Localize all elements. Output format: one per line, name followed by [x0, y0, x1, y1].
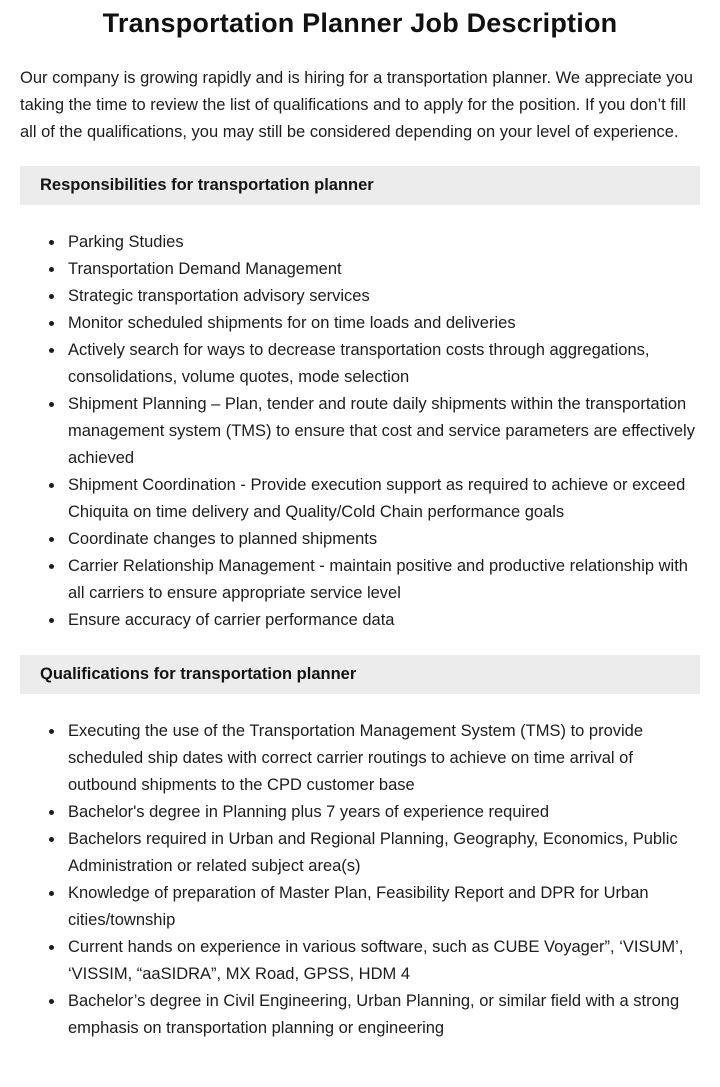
list-item: • Parking Studies	[65, 229, 700, 256]
list-item: • Monitor scheduled shipments for on time loads and deliveries	[65, 310, 700, 337]
list-item: • Coordinate changes to planned shipments	[65, 526, 700, 553]
section-responsibilities	[20, 166, 700, 634]
list-item: • Executing the use of the Transportation Management System (TMS) to provide scheduled ship dates with correct carrier routings to achieve on time arrival of outbound shipments to the CPD customer base	[65, 718, 700, 799]
list-item: • Knowledge of preparation of Master Plan, Feasibility Report and DPR for Urban cities/township	[65, 880, 700, 934]
list-item: • Current hands on experience in various software, such as CUBE Voyager”, ‘VISUM’, ‘VISSIM, “aaSIDRA”, MX Road, GPSS, HDM 4	[65, 934, 700, 988]
section-qualifications	[20, 655, 700, 1042]
list-item: • Actively search for ways to decrease transportation costs through aggregations, consolidations, volume quotes, mode selection	[65, 337, 700, 391]
responsibilities-list	[20, 229, 700, 634]
qualifications-heading: Qualifications for transportation planner	[20, 655, 700, 694]
responsibilities-heading: Responsibilities for transportation planner	[20, 166, 700, 205]
list-item: • Shipment Coordination - Provide execution support as required to achieve or exceed Chiquita on time delivery and Quality/Cold Chain performance goals	[65, 472, 700, 526]
list-item: • Bachelor's degree in Planning plus 7 years of experience required	[65, 799, 700, 826]
list-item: • Ensure accuracy of carrier performance data	[65, 607, 700, 634]
intro-paragraph: Our company is growing rapidly and is hiring for a transportation planner. We appreciate you taking the time to review the list of qualifications and to apply for the position. If you don’t fill all of the qualifications, you may still be considered depending on your level of experience.	[20, 69, 693, 141]
list-item: • Carrier Relationship Management - maintain positive and productive relationship with all carriers to ensure appropriate service level	[65, 553, 700, 607]
qualifications-list	[20, 718, 700, 1042]
list-item: • Bachelor’s degree in Civil Engineering, Urban Planning, or similar field with a strong emphasis on transportation planning or engineering	[65, 988, 700, 1042]
list-item: • Strategic transportation advisory services	[65, 283, 700, 310]
list-item: • Transportation Demand Management	[65, 256, 700, 283]
list-item: • Shipment Planning – Plan, tender and route daily shipments within the transportation management system (TMS) to ensure that cost and service parameters are effectively achieved	[65, 391, 700, 472]
page-title: Transportation Planner Job Description	[102, 8, 618, 38]
list-item: • Bachelors required in Urban and Regional Planning, Geography, Economics, Public Administration or related subject area(s)	[65, 826, 700, 880]
